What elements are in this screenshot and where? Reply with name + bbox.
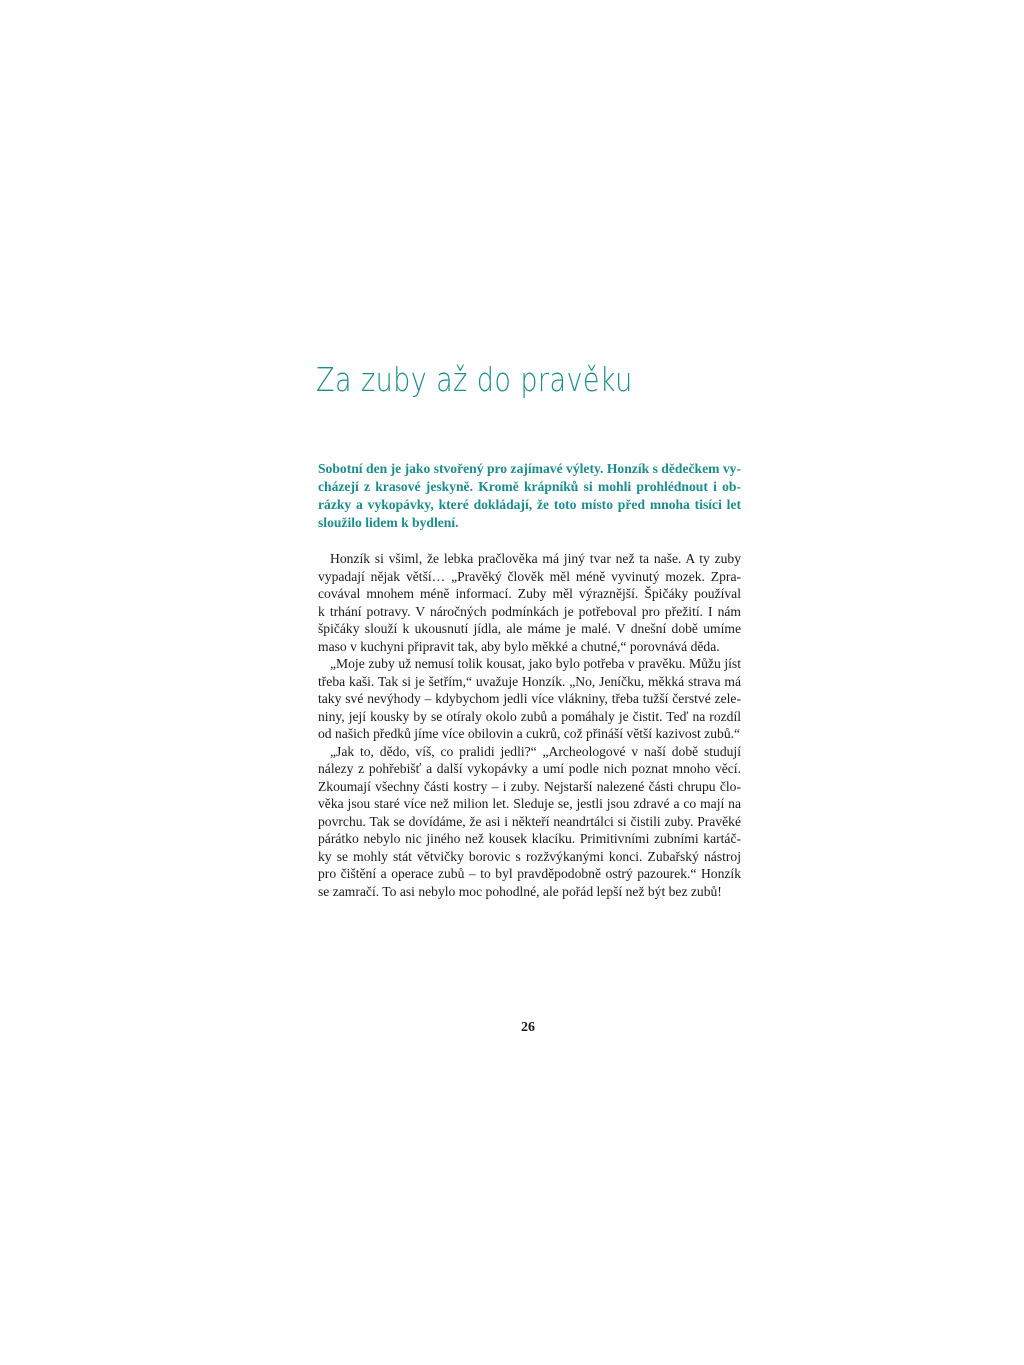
- body-paragraph: [318, 743, 741, 901]
- body-line: taky své nevýhody – kdybychom jedli více vlákniny, třeba tužší čerstvé zele-: [318, 691, 741, 706]
- body-text: [318, 550, 741, 900]
- body-line: Zkoumají všechny části kostry – i zuby. Nejstarší nalezené části chrupu člo-: [318, 778, 741, 794]
- body-line: covával mnohem méně informací. Zuby měl výraznější. Špičáky používal: [318, 586, 741, 601]
- intro-line: Sobotní den je jako stvořený pro zajímavé výlety. Honzík s dědečkem vy-: [318, 461, 741, 476]
- body-line: párátko nebylo nic jiného než kousek klacíku. Primitivními zubními kartáč-: [318, 831, 741, 846]
- body-line: k trhání potravy. V náročných podmínkách je potřeboval pro přežití. I nám: [318, 603, 741, 619]
- body-line: se zamračí. To asi nebylo moc pohodlné, ale pořád lepší než být bez zubů!: [318, 883, 722, 899]
- body-line: maso v kuchyni připravit tak, aby bylo měkké a chutné,“ porovnává děda.: [318, 638, 720, 654]
- body-line: pro čištění a operace zubů – to byl pravděpodobně ostrý pazourek.“ Honzík: [318, 866, 741, 881]
- page-number: 26: [521, 1020, 535, 1035]
- body-line: „Jak to, dědo, víš, co pralidi jedli?“ „Archeologové v naší době studují: [330, 743, 741, 759]
- body-line: věka jsou staré více než milion let. Sleduje se, jestli jsou zdravé a co mají na: [318, 796, 741, 811]
- body-paragraph: [318, 550, 741, 655]
- intro-line: sloužilo lidem k bydlení.: [318, 515, 459, 530]
- body-line: nálezy z pohřebišť a další vykopávky a umí podle nich poznat mnoho věcí.: [318, 761, 741, 776]
- chapter-title: Za zuby až do pravěku: [316, 360, 633, 399]
- body-line: povrchu. Tak se dovídáme, že asi i někteří neandrtálci si čistili zuby. Pravěké: [318, 813, 741, 829]
- intro-line: rázky a vykopávky, které dokládají, že toto místo před mnoha tisíci let: [318, 497, 741, 512]
- body-line: špičáky slouží k ukousnutí jídla, ale máme je malé. V dnešní době umíme: [318, 621, 741, 636]
- intro-line: cházejí z krasové jeskyně. Kromě krápníků si mohli prohlédnout i ob-: [318, 479, 741, 494]
- body-line: vypadají nějak větší… „Pravěký člověk měl méně vyvinutý mozek. Zpra-: [318, 568, 741, 584]
- body-line: niny, její kousky by se otíraly okolo zubů a pomáhaly je čistit. Teď na rozdíl: [318, 708, 741, 724]
- body-line: od našich předků jíme více obilovin a cukrů, což přináší větší kazivost zubů.“: [318, 726, 741, 741]
- body-line: Honzík si všiml, že lebka pračlověka má jiný tvar než ta naše. A ty zuby: [330, 551, 741, 566]
- body-paragraph: [318, 655, 741, 743]
- body-line: „Moje zuby už nemusí tolik kousat, jako bylo potřeba v pravěku. Můžu jíst: [330, 656, 741, 671]
- intro-paragraph: [318, 460, 741, 532]
- body-line: třeba kaši. Tak si je šetřím,“ uvažuje Honzík. „No, Jeníčku, měkká strava má: [318, 673, 741, 689]
- body-line: ky se mohly stát větvičky borovic s rozžvýkanými konci. Zubařský nástroj: [318, 848, 741, 864]
